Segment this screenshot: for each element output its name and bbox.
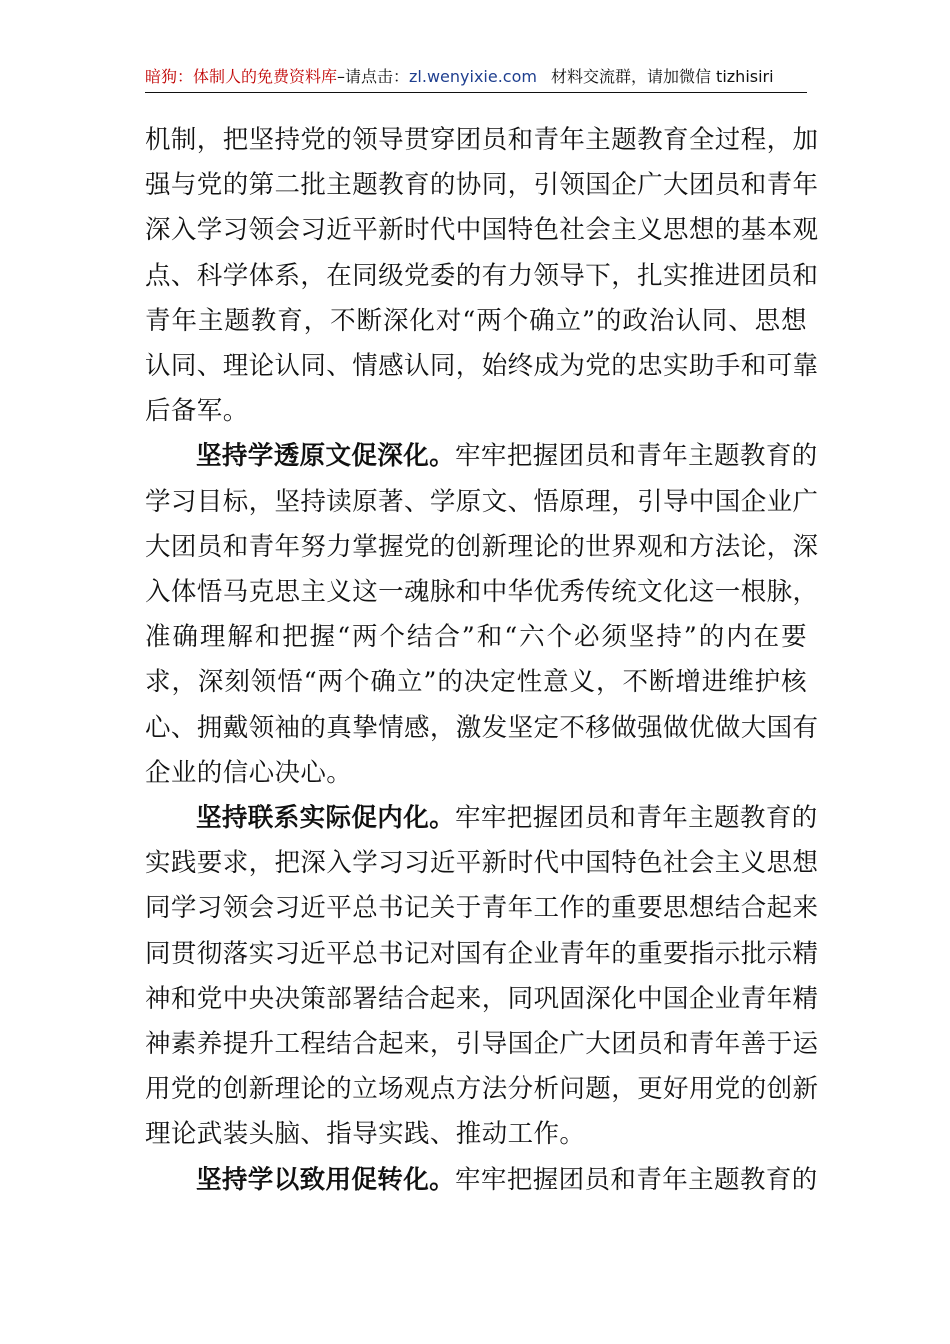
header-source-name: 暗狗：体制人的免费资料库 (145, 67, 338, 86)
text-line: 用党的创新理论的立场观点方法分析问题，更好用党的创新 (145, 1074, 819, 1105)
paragraph-heading: 坚持学透原文促深化。 (196, 441, 456, 472)
paragraph-connect-practice (145, 796, 819, 1158)
text-line: 后备军。 (145, 396, 249, 427)
text-line: 神素养提升工程结合起来，引导国企广大团员和青年善于运 (145, 1029, 819, 1060)
text-line: 同学习领会习近平总书记关于青年工作的重要思想结合起来 (145, 893, 819, 924)
paragraph-study-original-text (145, 434, 819, 796)
text-line: 求，深刻领悟“两个确立”的决定性意义，不断增进维护核 (145, 667, 807, 698)
paragraph-continuation (145, 118, 819, 434)
text-line-first (145, 1158, 818, 1203)
text-line: 准确理解和把握“两个结合”和“六个必须坚持”的内在要 (145, 622, 807, 653)
text-line: 实践要求，把深入学习习近平新时代中国特色社会主义思想 (145, 848, 819, 879)
text-line: 机制，把坚持党的领导贯穿团员和青年主题教育全过程，加 (145, 125, 819, 155)
text-line: 大团员和青年努力掌握党的创新理论的世界观和方法论，深 (145, 531, 819, 562)
text-line: 强与党的第二批主题教育的协同，引领国企广大团员和青年 (145, 170, 819, 201)
text-line-first (145, 796, 818, 841)
text-line: 入体悟马克思主义这一魂脉和中华优秀传统文化这一根脉， (145, 577, 819, 608)
page-header (145, 62, 807, 93)
text-line: 同贯彻落实习近平总书记对国有企业青年的重要指示批示精 (145, 938, 819, 969)
text-line: 理论武装头脑、指导实践、推动工作。 (145, 1119, 586, 1150)
text-line: 学习目标，坚持读原著、学原文、悟原理，引导中国企业广 (145, 486, 819, 517)
text-run: 牢牢把握团员和青年主题教育的 (455, 803, 818, 834)
text-line: 认同、理论认同、情感认同，始终成为党的忠实助手和可靠 (145, 351, 819, 382)
text-line: 心、拥戴领袖的真挚情感，激发坚定不移做强做优做大国有 (145, 712, 819, 743)
text-line-first (145, 434, 818, 479)
header-click-prompt: –请点击： (337, 67, 410, 86)
text-run: 牢牢把握团员和青年主题教育的 (455, 441, 818, 472)
text-line: 深入学习领会习近平新时代中国特色社会主义思想的基本观 (145, 215, 819, 246)
text-line: 企业的信心决心。 (145, 757, 353, 788)
header-group-note: 材料交流群，请加微信 tizhisiri (550, 67, 774, 86)
document-body (145, 118, 819, 1203)
paragraph-heading: 坚持学以致用促转化。 (196, 1164, 456, 1195)
header-url-link[interactable]: zl.wenyixie.com (409, 67, 537, 86)
paragraph-apply-learning (145, 1158, 818, 1203)
text-line: 神和党中央决策部署结合起来，同巩固深化中国企业青年精 (145, 983, 819, 1014)
text-run: 牢牢把握团员和青年主题教育的 (455, 1164, 818, 1195)
text-line: 点、科学体系，在同级党委的有力领导下，扎实推进团员和 (145, 260, 819, 291)
paragraph-heading: 坚持联系实际促内化。 (196, 803, 456, 834)
text-line: 青年主题教育，不断深化对“两个确立”的政治认同、思想 (145, 305, 807, 336)
